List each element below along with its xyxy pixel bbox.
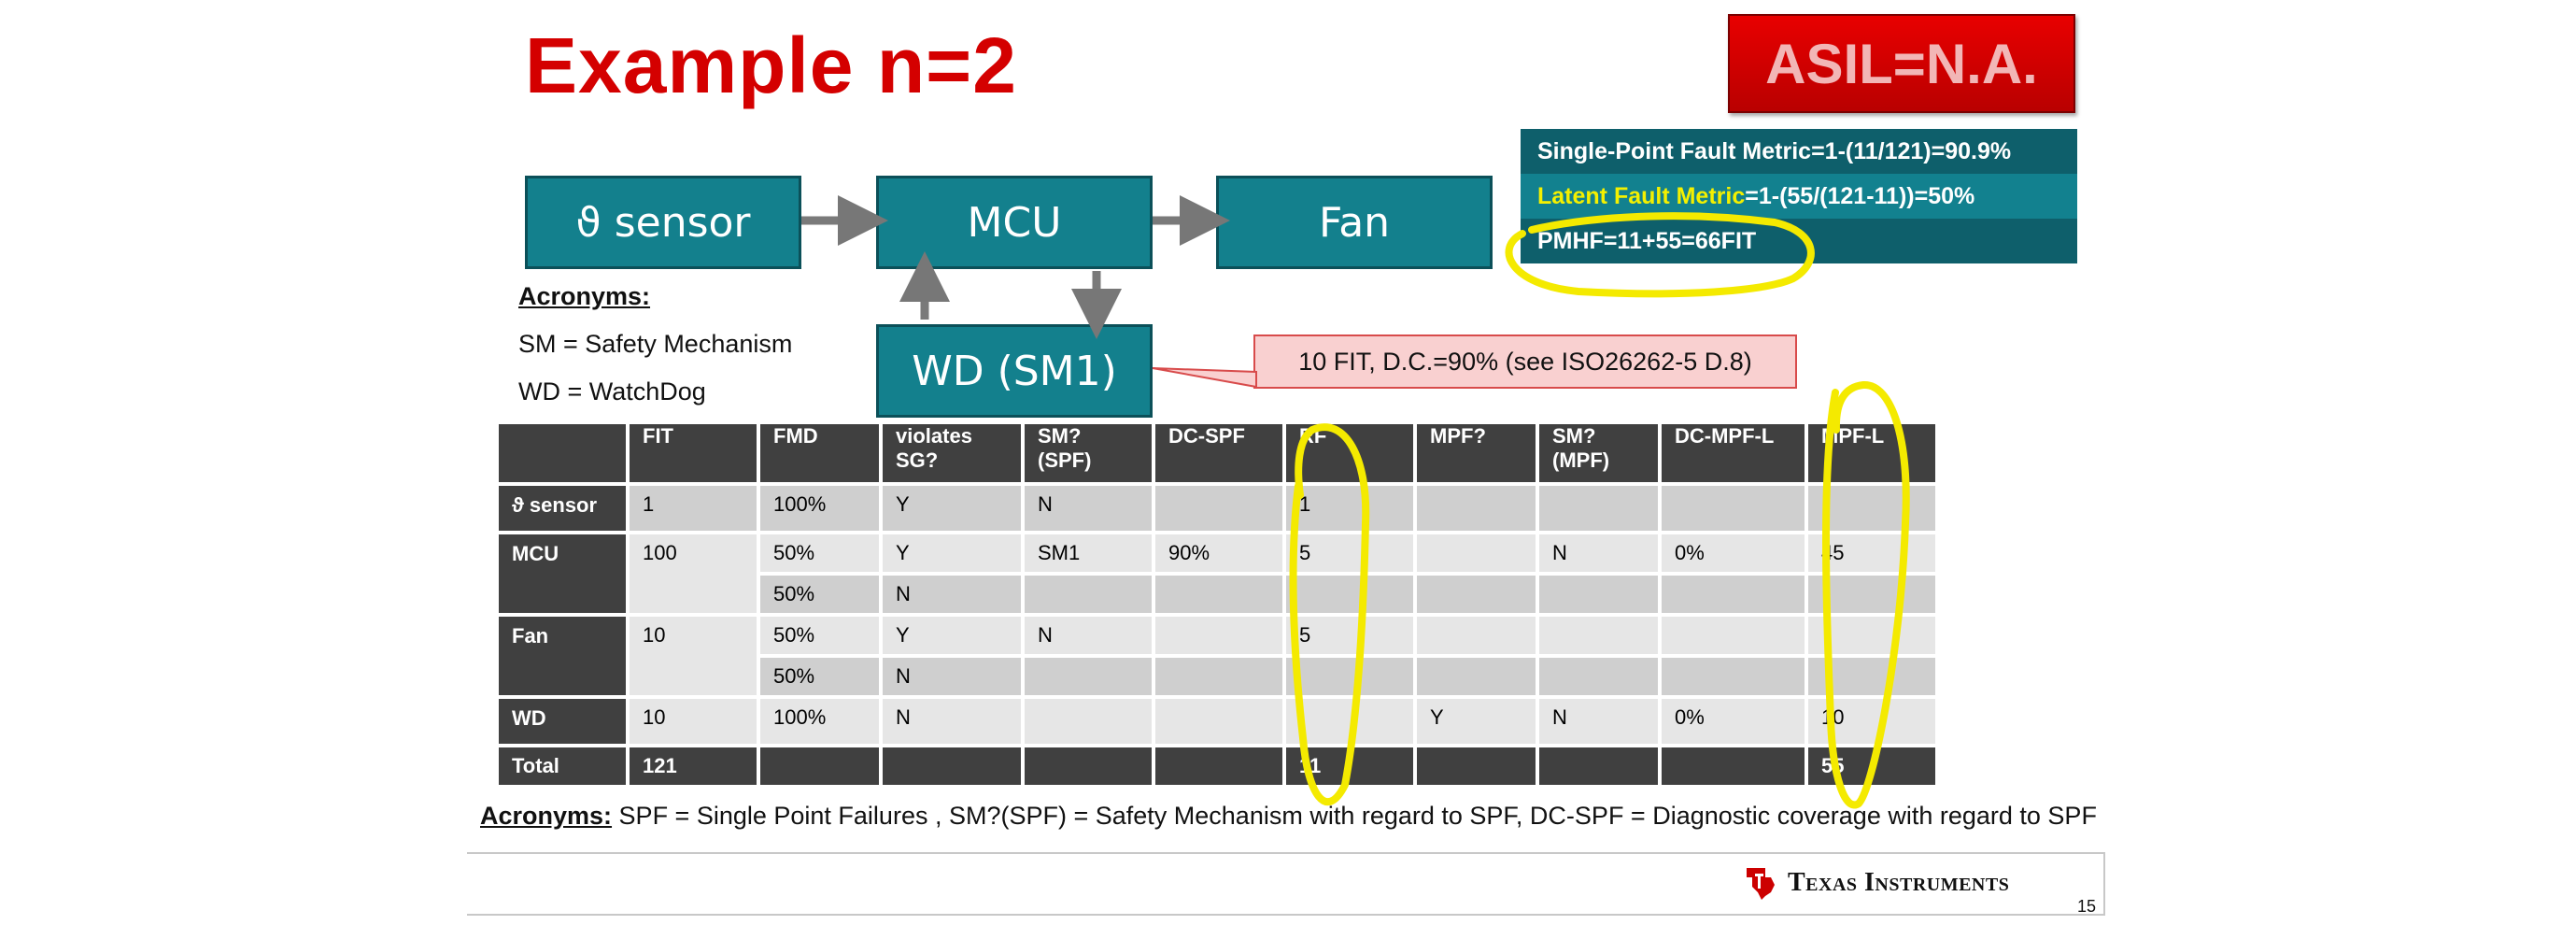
fit-cell: 1 — [630, 486, 757, 531]
table-cell: Y — [883, 534, 1021, 572]
acronyms-bottom-heading: Acronyms: — [480, 802, 613, 830]
spfm-metric: Single-Point Fault Metric=1-(11/121)=90.9% — [1521, 129, 2077, 174]
table-cell: 10 — [1808, 699, 1935, 744]
table-cell: N — [883, 699, 1021, 744]
total-cell: 121 — [630, 747, 757, 785]
header-cell: violates SG? — [883, 424, 1021, 482]
table-cell: 100% — [760, 699, 879, 744]
mcu-box: MCU — [876, 176, 1153, 269]
table-cell: Y — [883, 617, 1021, 654]
callout-pointer — [1153, 368, 1256, 387]
total-cell: 55 — [1808, 747, 1935, 785]
wd-box: WD (SM1) — [876, 324, 1153, 418]
table-cell: N — [1539, 534, 1658, 572]
table-cell: 90% — [1155, 534, 1282, 572]
table-cell: Y — [1417, 699, 1536, 744]
header-cell: DC-SPF — [1155, 424, 1282, 482]
mpf-l-circle — [1826, 385, 1906, 805]
header-cell: RF — [1286, 424, 1413, 482]
acronym-sm: SM = Safety Mechanism — [518, 330, 793, 358]
header-cell: FIT — [630, 424, 757, 482]
pmhf-metric: PMHF=11+55=66FIT — [1521, 219, 2077, 263]
fan-box: Fan — [1216, 176, 1493, 269]
ti-wordmark: Texas Instruments — [1788, 868, 2010, 897]
yellow-annotations — [1294, 216, 1906, 804]
table-cell: N — [883, 658, 1021, 695]
table-cell: N — [883, 576, 1021, 613]
component-cell: ϑ sensor — [499, 486, 626, 531]
fit-cell: 100 — [630, 534, 757, 613]
wd-callout: 10 FIT, D.C.=90% (see ISO26262-5 D.8) — [1253, 334, 1797, 389]
sensor-box: ϑ sensor — [525, 176, 801, 269]
component-cell: WD — [499, 699, 626, 744]
pmhf-circle — [1509, 216, 1811, 293]
fit-cell: 10 — [630, 617, 757, 695]
table-cell: 45 — [1808, 534, 1935, 572]
diagram-arrows — [801, 221, 1205, 320]
rf-circle — [1294, 427, 1366, 802]
header-cell: SM? (MPF) — [1539, 424, 1658, 482]
component-cell: MCU — [499, 534, 626, 613]
table-cell: 5 — [1286, 617, 1413, 654]
asil-badge: ASIL=N.A. — [1728, 14, 2075, 113]
table-cell: 0% — [1662, 534, 1805, 572]
table-cell: 50% — [760, 617, 879, 654]
component-cell: Fan — [499, 617, 626, 695]
lfm-label: Latent Fault Metric — [1537, 183, 1746, 209]
header-cell: MPF? — [1417, 424, 1536, 482]
header-cell: SM? (SPF) — [1025, 424, 1152, 482]
header-cell: MPF-L — [1808, 424, 1935, 482]
acronym-wd: WD = WatchDog — [518, 377, 706, 406]
table-cell: 50% — [760, 534, 879, 572]
slide-title: Example n=2 — [525, 21, 1017, 109]
fit-cell: 10 — [630, 699, 757, 744]
total-cell: Total — [499, 747, 626, 785]
table-cell: 5 — [1286, 534, 1413, 572]
table-cell: 1 — [1286, 486, 1413, 531]
page-number: 15 — [2077, 897, 2097, 916]
table-cell: 100% — [760, 486, 879, 531]
table-cell: Y — [883, 486, 1021, 531]
header-cell: FMD — [760, 424, 879, 482]
table-cell: 50% — [760, 658, 879, 695]
table-cell: N — [1025, 486, 1152, 531]
table-cell: N — [1025, 617, 1152, 654]
table-cell: SM1 — [1025, 534, 1152, 572]
header-cell: DC-MPF-L — [1662, 424, 1805, 482]
table-cell: 50% — [760, 576, 879, 613]
acronyms-bottom-text: SPF = Single Point Failures , SM?(SPF) = Safety Mechanism with regard to SPF, DC-SPF = Diagnostic coverage with regard to SPF — [612, 802, 2097, 830]
table-cell: 0% — [1662, 699, 1805, 744]
total-cell: 11 — [1286, 747, 1413, 785]
lfm-value: =1-(55/(121-11))=50% — [1745, 183, 1975, 209]
acronyms-heading: Acronyms: — [518, 282, 651, 310]
table-cell: N — [1539, 699, 1658, 744]
